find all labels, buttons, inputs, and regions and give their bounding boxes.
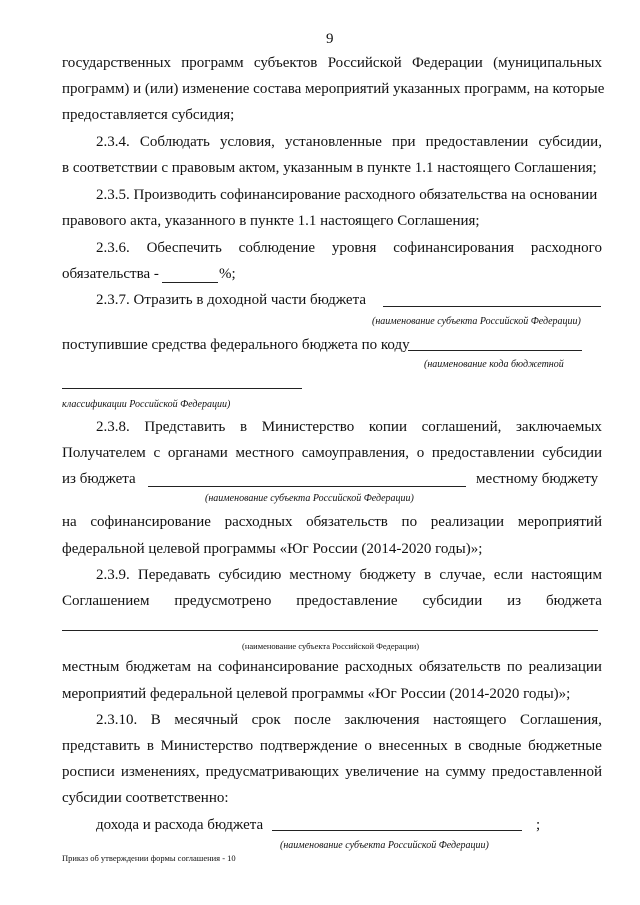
word: бюджету	[359, 567, 416, 583]
word: Передавать	[137, 567, 211, 583]
budget-code-blank	[408, 350, 582, 351]
subject-name-blank-2	[148, 486, 466, 487]
clause-2-3-6-percent: %;	[219, 266, 236, 282]
word: Федерации	[411, 55, 483, 71]
word: росписи	[62, 764, 115, 780]
word: бюджетам	[125, 659, 191, 675]
word: 2.3.6.	[96, 240, 130, 256]
clause-2-3-7-line2: поступившие средства федерального бюджета по коду	[62, 337, 410, 353]
budget-code-blank-2	[62, 388, 302, 389]
word: предоставленной	[491, 764, 602, 780]
clause-2-3-9-line4: мероприятий федеральной целевой программы «Юг России (2014-2020 годы)»;	[62, 686, 571, 702]
word: случае,	[439, 567, 486, 583]
word: представить	[62, 738, 141, 754]
clause-2-3-5-line2: правового акта, указанного в пункте 1.1 настоящего Соглашения;	[62, 213, 480, 229]
word: по	[506, 659, 523, 675]
word: на	[197, 659, 212, 675]
word: в	[146, 738, 154, 754]
word: уровня	[331, 240, 377, 256]
word: субсидию	[218, 567, 282, 583]
word: на	[62, 514, 77, 530]
clause-2-3-10-line5-start: дохода и расхода бюджета	[96, 817, 264, 833]
word: бюджетные	[528, 738, 602, 754]
word: предоставлении	[431, 445, 535, 461]
word: из	[507, 593, 522, 609]
word: сумму	[445, 764, 486, 780]
word: Российской	[327, 55, 402, 71]
word: о	[416, 445, 425, 461]
word: если	[493, 567, 523, 583]
caption-subject-name-2: (наименование субъекта Российской Федерации)	[205, 493, 414, 504]
word: субъектов	[253, 55, 318, 71]
caption-budget-classification: классификации Российской Федерации)	[62, 399, 231, 410]
word: на	[424, 764, 440, 780]
word: 2.3.4.	[96, 134, 130, 150]
word: соблюдение	[238, 240, 316, 256]
word: срок	[251, 712, 281, 728]
clause-2-3-8-line5: федеральной целевой программы «Юг России (2014-2020 годы)»;	[62, 541, 483, 557]
clause-2-3-9-line2	[62, 592, 602, 610]
clause-2-3-6-label: обязательства -	[62, 266, 159, 282]
word: сводные	[468, 738, 522, 754]
word: внесенных	[378, 738, 448, 754]
word: предусматривающих	[205, 764, 340, 780]
word: предоставление	[296, 593, 398, 609]
caption-subject-name-4: (наименование субъекта Российской Федерации)	[280, 840, 489, 851]
word: копии	[368, 419, 407, 435]
word: Соглашения,	[519, 712, 602, 728]
subject-name-blank-3	[62, 630, 598, 631]
word: 2.3.10.	[96, 712, 138, 728]
word: в	[424, 567, 432, 583]
word: по	[401, 514, 418, 530]
word: 2.3.8.	[96, 419, 130, 435]
word: субсидии	[422, 593, 483, 609]
clause-2-3-10-line5-end: ;	[536, 817, 541, 833]
word: увеличение	[345, 764, 419, 780]
p1-line3: предоставляется субсидия;	[62, 107, 235, 123]
word: изменениях,	[120, 764, 200, 780]
word: заключаемых	[516, 419, 602, 435]
word: в	[454, 738, 462, 754]
word: расходных	[344, 659, 413, 675]
word: заключения	[344, 712, 420, 728]
word: софинансирование	[218, 659, 339, 675]
clause-2-3-8-line4	[62, 513, 602, 531]
word: о	[364, 738, 372, 754]
caption-subject-name-1: (наименование субъекта Российской Федерации)	[372, 316, 581, 327]
clause-2-3-10-line3	[62, 763, 602, 781]
word: субсидии	[542, 445, 602, 461]
word: Получателем	[62, 445, 146, 461]
word: программ	[181, 55, 244, 71]
word: В	[150, 712, 161, 728]
word: Представить	[144, 419, 226, 435]
clause-2-3-5-line1: 2.3.5. Производить софинансирование расходного обязательства на основании	[96, 187, 598, 203]
word: в	[240, 419, 248, 435]
word: месячный	[174, 712, 239, 728]
word: мероприятий	[517, 514, 602, 530]
word: софинансирование	[90, 514, 211, 530]
p1-line1	[62, 54, 602, 72]
clause-2-3-8-line1	[96, 418, 602, 436]
clause-2-3-6-line1	[96, 239, 602, 257]
clause-2-3-10-line1	[96, 711, 602, 729]
clause-2-3-9-line3	[62, 658, 602, 676]
word: Министерство	[160, 738, 254, 754]
p1-line2: программ) и (или) изменение состава мероприятий указанных программ, на которые	[62, 81, 605, 97]
word: самоуправления,	[301, 445, 410, 461]
word: 2.3.9.	[96, 567, 130, 583]
page-number: 9	[326, 31, 334, 47]
clause-2-3-4-line1	[96, 133, 602, 151]
word: Обеспечить	[146, 240, 222, 256]
word: обязательств	[418, 659, 501, 675]
word: реализации	[430, 514, 505, 530]
word: Министерство	[261, 419, 355, 435]
clause-2-3-7-line1: 2.3.7. Отразить в доходной части бюджета	[96, 292, 366, 308]
clause-2-3-8-line3-end: местному бюджету	[476, 471, 599, 487]
clause-2-3-4-line2: в соответствии с правовым актом, указанным в пункте 1.1 настоящего Соглашения;	[62, 160, 597, 176]
word: с	[153, 445, 161, 461]
word: (муниципальных	[493, 55, 602, 71]
word: расходных	[224, 514, 293, 530]
word: местным	[62, 659, 120, 675]
word: при	[392, 134, 416, 150]
word: расходного	[530, 240, 602, 256]
word: настоящим	[531, 567, 602, 583]
word: Соглашением	[62, 593, 150, 609]
word: условия,	[219, 134, 275, 150]
word: установленные	[284, 134, 382, 150]
word: обязательств	[306, 514, 388, 530]
word: бюджета	[546, 593, 602, 609]
caption-subject-name-3: (наименование субъекта Российской Федерации)	[242, 641, 420, 651]
footer-note: Приказ об утверждении формы соглашения - 10	[62, 853, 236, 863]
subject-name-blank-1	[383, 306, 601, 307]
clause-2-3-8-line2	[62, 444, 602, 462]
word: софинансирования	[393, 240, 515, 256]
clause-2-3-10-line4: субсидии соответственно:	[62, 790, 229, 806]
word: реализации	[528, 659, 602, 675]
subject-name-blank-4	[272, 830, 522, 831]
word: после	[294, 712, 331, 728]
word: подтверждение	[259, 738, 358, 754]
word: субсидии,	[538, 134, 602, 150]
clause-2-3-8-line3-start: из бюджета	[62, 471, 136, 487]
caption-budget-code: (наименование кода бюджетной	[424, 359, 564, 370]
word: органами	[167, 445, 228, 461]
clause-2-3-9-line1	[96, 566, 602, 584]
word: Соблюдать	[139, 134, 210, 150]
word: предоставлении	[425, 134, 529, 150]
word: местного	[235, 445, 295, 461]
word: настоящего	[433, 712, 507, 728]
clause-2-3-10-line2	[62, 737, 602, 755]
word: соглашений,	[421, 419, 502, 435]
word: государственных	[62, 55, 171, 71]
word: местному	[289, 567, 352, 583]
cofinancing-level-blank	[162, 282, 218, 283]
word: предусмотрено	[174, 593, 272, 609]
